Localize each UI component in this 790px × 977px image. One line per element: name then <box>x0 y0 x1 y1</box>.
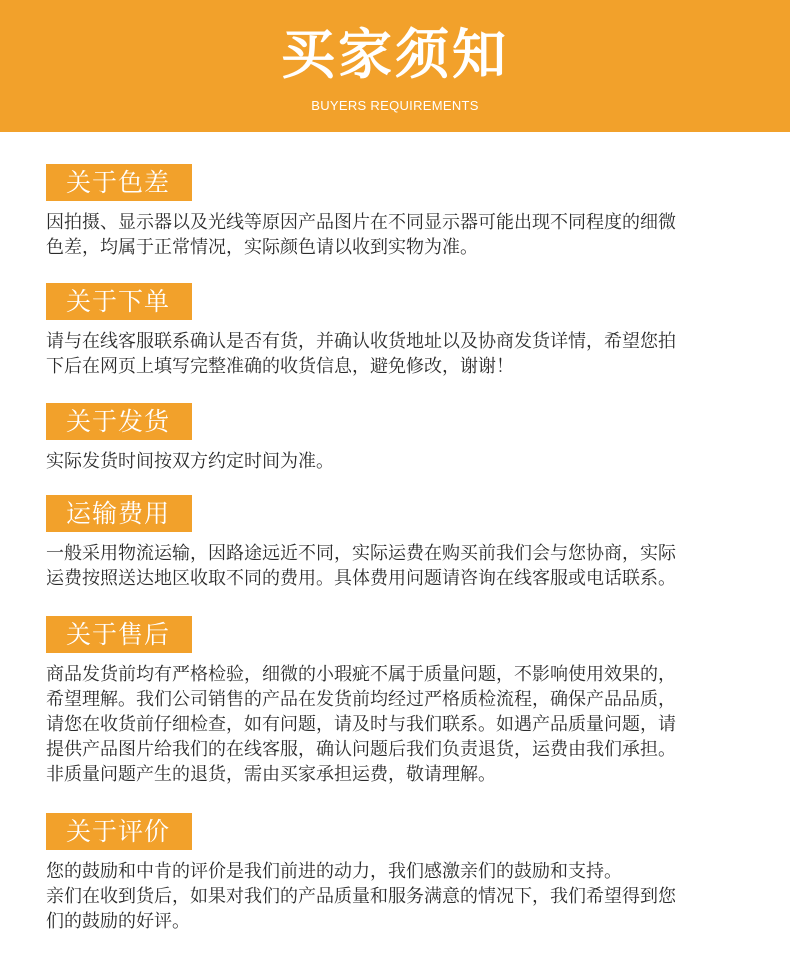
page-subtitle: BUYERS REQUIREMENTS <box>311 98 479 113</box>
section-text: 您的鼓励和中肯的评价是我们前进的动力，我们感激亲们的鼓励和支持。 亲们在收到货后，如果对我们的产品质量和服务满意的情况下，我们希望得到您 们的鼓励的好评。 <box>46 861 676 932</box>
section-freight <box>46 495 766 591</box>
section-heading: 运输费用 <box>46 495 192 532</box>
page-title: 买家须知 <box>281 23 509 86</box>
section-text: 实际发货时间按双方约定时间为准。 <box>46 451 334 472</box>
section-ordering <box>46 283 766 379</box>
section-shipping <box>46 403 766 474</box>
section-text: 一般采用物流运输，因路途远近不同，实际运费在购买前我们会与您协商，实际 运费按照送达地区收取不同的费用。具体费用问题请咨询在线客服或电话联系。 <box>46 543 676 589</box>
section-color-difference <box>46 164 766 260</box>
section-heading: 关于下单 <box>46 283 192 320</box>
section-after-sales <box>46 616 766 787</box>
section-text: 请与在线客服联系确认是否有货，并确认收货地址以及协商发货详情，希望您拍 下后在网页上填写完整准确的收货信息，避免修改，谢谢！ <box>46 331 676 377</box>
section-heading: 关于评价 <box>46 813 192 850</box>
section-text: 商品发货前均有严格检验，细微的小瑕疵不属于质量问题，不影响使用效果的， 希望理解。我们公司销售的产品在发货前均经过严格质检流程，确保产品品质， 请您在收货前仔细检查，如有问题，请及时与我们联系。如遇产品质量问题，请 提供产品图片给我们的在线客服，确认问题后我们负责退货，运费由我们承担。 非质量问题产生的退货，需由买家承担运费，敬请理解。 <box>46 664 676 785</box>
section-heading: 关于售后 <box>46 616 192 653</box>
section-heading: 关于发货 <box>46 403 192 440</box>
section-reviews <box>46 813 766 934</box>
header-banner <box>0 0 790 132</box>
section-text: 因拍摄、显示器以及光线等原因产品图片在不同显示器可能出现不同程度的细微 色差，均属于正常情况，实际颜色请以收到实物为准。 <box>46 212 676 258</box>
section-heading: 关于色差 <box>46 164 192 201</box>
